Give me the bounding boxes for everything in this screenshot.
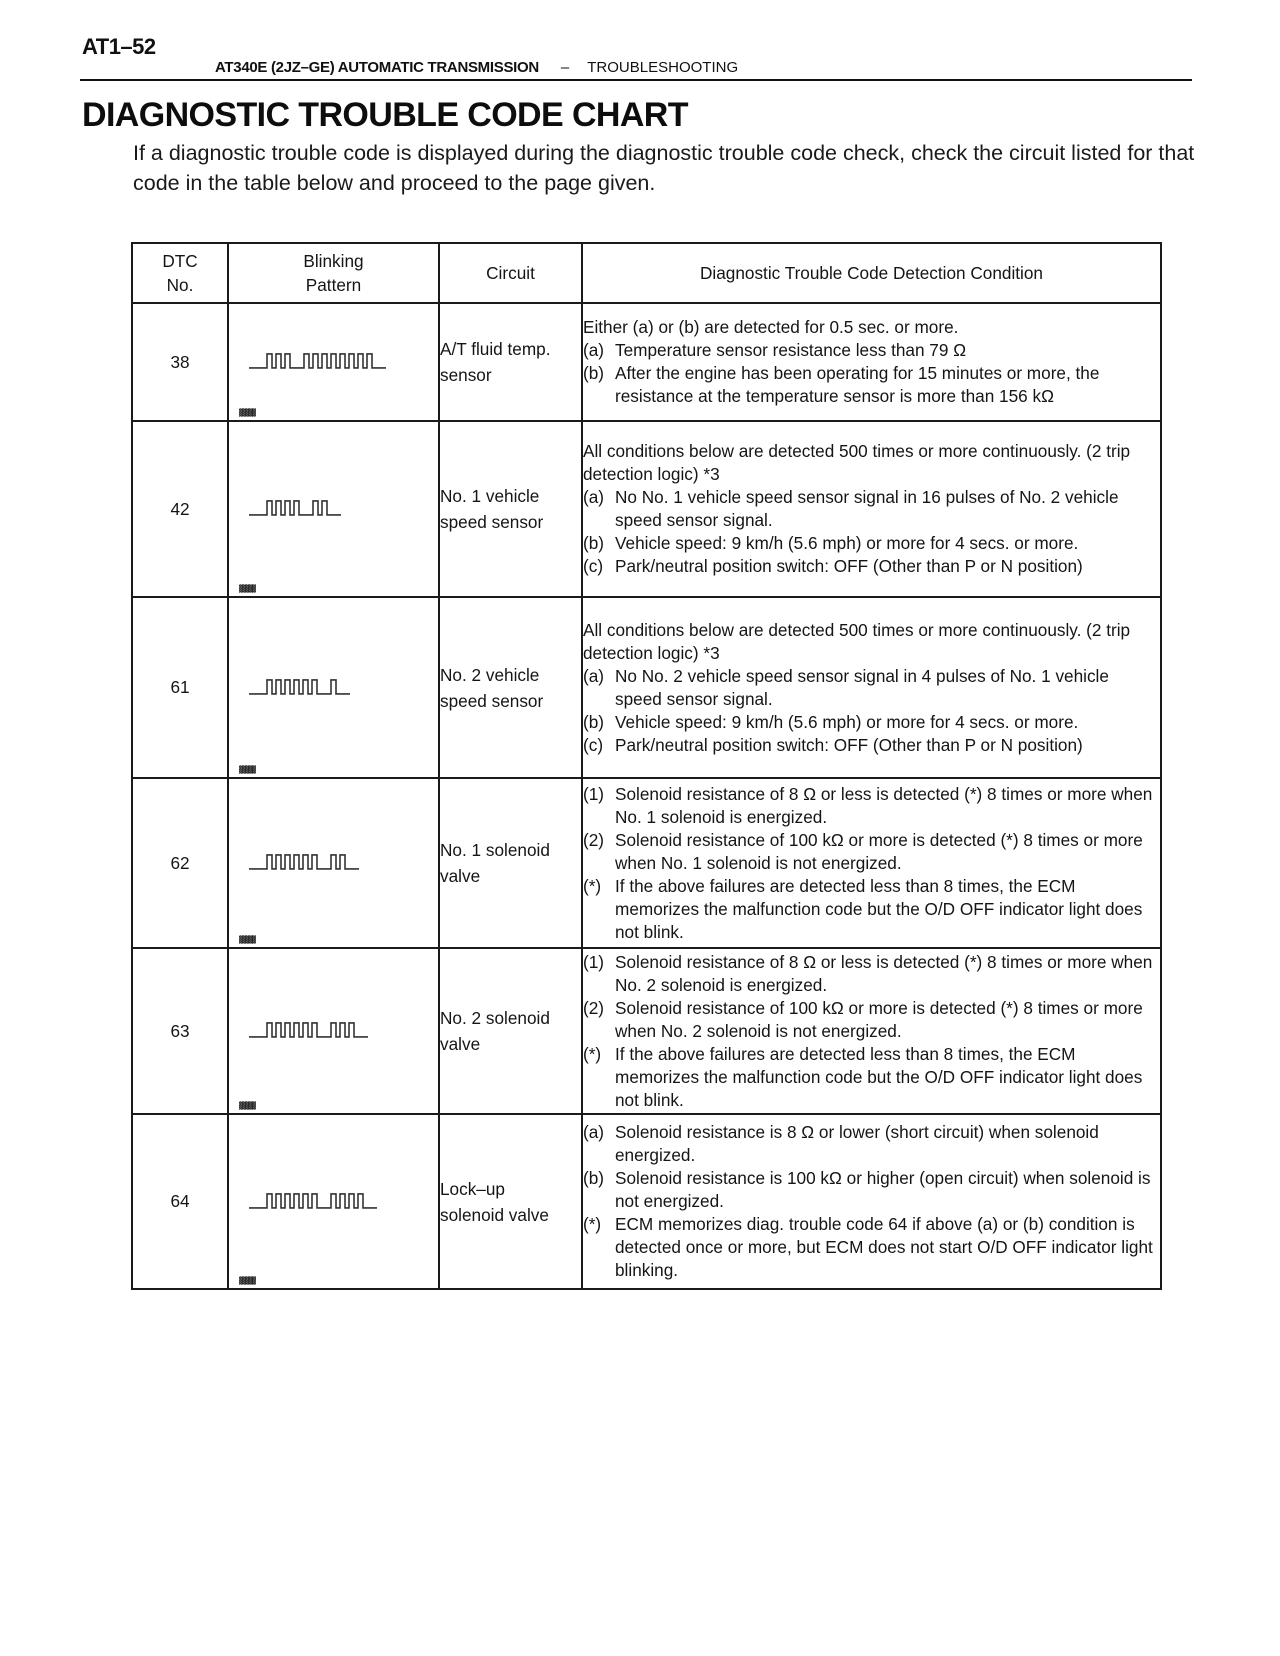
condition-item: [583, 1213, 1160, 1282]
condition-item-text: No No. 1 vehicle speed sensor signal in 16 pulses of No. 2 vehicle speed sensor signal.: [615, 487, 1119, 530]
condition-item-text: After the engine has been operating for 15 minutes or more, the resistance at the temperature sensor is more than 156 kΩ: [615, 363, 1100, 406]
circuit-name: No. 2 vehicle speed sensor: [439, 597, 582, 778]
condition-item-label: (a): [583, 1122, 605, 1142]
condition-item-label: (1): [583, 783, 605, 804]
condition-item-label: (c): [583, 556, 604, 576]
condition-item-label: (*): [583, 1214, 602, 1234]
condition-item-label: (1): [583, 951, 605, 972]
blinking-pattern-waveform: [249, 1189, 379, 1211]
condition-item-label: (a): [583, 487, 605, 507]
dtc-table: [131, 242, 1162, 1290]
dtc-number: 38: [132, 303, 228, 421]
table-row: [132, 778, 1161, 948]
table-row: [132, 303, 1161, 421]
section-subtitle: TROUBLESHOOTING: [587, 59, 739, 76]
page-number: AT1–52: [82, 34, 156, 59]
condition-item-label: (2): [583, 997, 605, 1018]
figure-reference-mark: ▓▓▓▓▓: [239, 1277, 256, 1285]
condition-item-label: (*): [583, 1043, 602, 1064]
circuit-name: No. 2 solenoid valve: [439, 948, 582, 1114]
detection-condition: [582, 421, 1161, 597]
condition-item-text: Solenoid resistance is 8 Ω or lower (short circuit) when solenoid energized.: [615, 1122, 1099, 1165]
condition-item-text: Park/neutral position switch: OFF (Other than P or N position): [615, 734, 1083, 755]
blinking-pattern-waveform: [249, 350, 388, 372]
condition-item-text: Solenoid resistance is 100 kΩ or higher (open circuit) when solenoid is not energized.: [615, 1168, 1151, 1211]
condition-item: [583, 1167, 1160, 1213]
circuit-name: No. 1 solenoid valve: [439, 778, 582, 948]
condition-item-text: ECM memorizes diag. trouble code 64 if above (a) or (b) condition is detected once or more, but ECM does not start O/D OFF indicator light blinking.: [615, 1214, 1153, 1280]
blink-signal-line: [249, 1023, 368, 1037]
condition-item: [583, 362, 1160, 408]
condition-item-text: Solenoid resistance of 100 kΩ or more is detected (*) 8 times or more when No. 2 solenoid is not energized.: [615, 997, 1143, 1041]
col-header-circuit: Circuit: [439, 243, 582, 303]
figure-reference-mark: ▓▓▓▓▓: [239, 936, 256, 944]
running-header: [215, 59, 738, 76]
condition-item: [583, 665, 1160, 711]
condition-item-text: Solenoid resistance of 100 kΩ or more is detected (*) 8 times or more when No. 1 solenoid is not energized.: [615, 829, 1143, 873]
blinking-pattern-waveform: [249, 851, 361, 873]
condition-item: [583, 486, 1160, 532]
condition-item-text: No No. 2 vehicle speed sensor signal in 4 pulses of No. 1 vehicle speed sensor signal.: [615, 665, 1109, 709]
condition-item: [583, 555, 1160, 578]
table-row: [132, 597, 1161, 778]
blinking-pattern-cell: [228, 303, 439, 421]
condition-item-label: (*): [583, 875, 602, 896]
col-header-detection-condition: Diagnostic Trouble Code Detection Condition: [582, 243, 1161, 303]
figure-reference-mark: ▓▓▓▓▓: [239, 585, 256, 593]
condition-item-label: (b): [583, 533, 605, 553]
blinking-pattern-cell: [228, 421, 439, 597]
condition-item-text: Park/neutral position switch: OFF (Other than P or N position): [615, 556, 1083, 576]
condition-item-label: (b): [583, 363, 605, 383]
page-title: DIAGNOSTIC TROUBLE CODE CHART: [82, 96, 688, 134]
condition-item: [583, 1043, 1160, 1112]
figure-reference-mark: ▓▓▓▓▓: [239, 766, 256, 774]
blinking-pattern-cell: [228, 1114, 439, 1289]
condition-intro: All conditions below are detected 500 times or more continuously. (2 trip detection logic) *3: [583, 619, 1131, 663]
condition-item: [583, 1121, 1160, 1167]
header-separator: –: [560, 59, 570, 76]
condition-item-label: (2): [583, 829, 605, 850]
circuit-name: No. 1 vehicle speed sensor: [439, 421, 582, 597]
condition-item-label: (b): [583, 711, 605, 732]
dtc-number: 62: [132, 778, 228, 948]
condition-item-text: Temperature sensor resistance less than 79 Ω: [615, 340, 967, 360]
blinking-pattern-waveform: [249, 675, 352, 697]
detection-condition: [582, 597, 1161, 778]
condition-item: [583, 339, 1160, 362]
table-header-row: [132, 243, 1161, 303]
condition-item-label: (a): [583, 340, 605, 360]
condition-item: [583, 875, 1160, 944]
blinking-pattern-waveform: [249, 497, 343, 519]
detection-condition: [582, 1114, 1161, 1289]
blinking-pattern-waveform: [249, 1019, 370, 1041]
condition-item: [583, 734, 1160, 757]
condition-item-text: Vehicle speed: 9 km/h (5.6 mph) or more for 4 secs. or more.: [615, 533, 1079, 553]
dtc-number: 64: [132, 1114, 228, 1289]
condition-item-text: Solenoid resistance of 8 Ω or less is detected (*) 8 times or more when No. 1 solenoid is energized.: [615, 783, 1153, 827]
blink-signal-line: [249, 855, 359, 869]
condition-item: [583, 951, 1160, 997]
detection-condition: [582, 303, 1161, 421]
circuit-name: A/T fluid temp. sensor: [439, 303, 582, 421]
blinking-pattern-cell: [228, 948, 439, 1114]
blink-signal-line: [249, 501, 341, 515]
condition-intro: Either (a) or (b) are detected for 0.5 sec. or more.: [583, 317, 959, 337]
table-row: [132, 421, 1161, 597]
col-header-blinking-pattern: Blinking Pattern: [228, 243, 439, 303]
condition-item: [583, 711, 1160, 734]
intro-paragraph: If a diagnostic trouble code is displayed during the diagnostic trouble code check, check the circuit listed for that code in the table below and proceed to the page given.: [133, 141, 1195, 195]
table-row: [132, 1114, 1161, 1289]
dtc-number: 63: [132, 948, 228, 1114]
condition-item-text: Solenoid resistance of 8 Ω or less is detected (*) 8 times or more when No. 2 solenoid is energized.: [615, 951, 1153, 995]
figure-reference-mark: ▓▓▓▓▓: [239, 1102, 256, 1110]
figure-reference-mark: ▓▓▓▓▓: [239, 409, 256, 417]
condition-item: [583, 532, 1160, 555]
col-header-dtc-no: DTC No.: [132, 243, 228, 303]
condition-item: [583, 783, 1160, 829]
condition-item: [583, 997, 1160, 1043]
circuit-name: Lock–up solenoid valve: [439, 1114, 582, 1289]
blink-signal-line: [249, 354, 386, 368]
detection-condition: [582, 778, 1161, 948]
blinking-pattern-cell: [228, 778, 439, 948]
blinking-pattern-cell: [228, 597, 439, 778]
table-row: [132, 948, 1161, 1114]
blink-signal-line: [249, 679, 350, 693]
header-rule: [80, 79, 1192, 81]
condition-item-label: (c): [583, 734, 604, 755]
blink-signal-line: [249, 1193, 377, 1207]
condition-intro: All conditions below are detected 500 times or more continuously. (2 trip detection logic) *3: [583, 441, 1131, 484]
condition-item-text: If the above failures are detected less than 8 times, the ECM memorizes the malfunction code but the O/D OFF indicator light does not blink.: [615, 1043, 1143, 1110]
detection-condition: [582, 948, 1161, 1114]
condition-item-label: (a): [583, 665, 605, 686]
condition-item-label: (b): [583, 1168, 605, 1188]
dtc-number: 61: [132, 597, 228, 778]
section-title: AT340E (2JZ–GE) AUTOMATIC TRANSMISSION: [215, 59, 539, 76]
dtc-number: 42: [132, 421, 228, 597]
condition-item-text: Vehicle speed: 9 km/h (5.6 mph) or more for 4 secs. or more.: [615, 711, 1079, 732]
condition-item-text: If the above failures are detected less than 8 times, the ECM memorizes the malfunction code but the O/D OFF indicator light does not blink.: [615, 875, 1143, 942]
condition-item: [583, 829, 1160, 875]
